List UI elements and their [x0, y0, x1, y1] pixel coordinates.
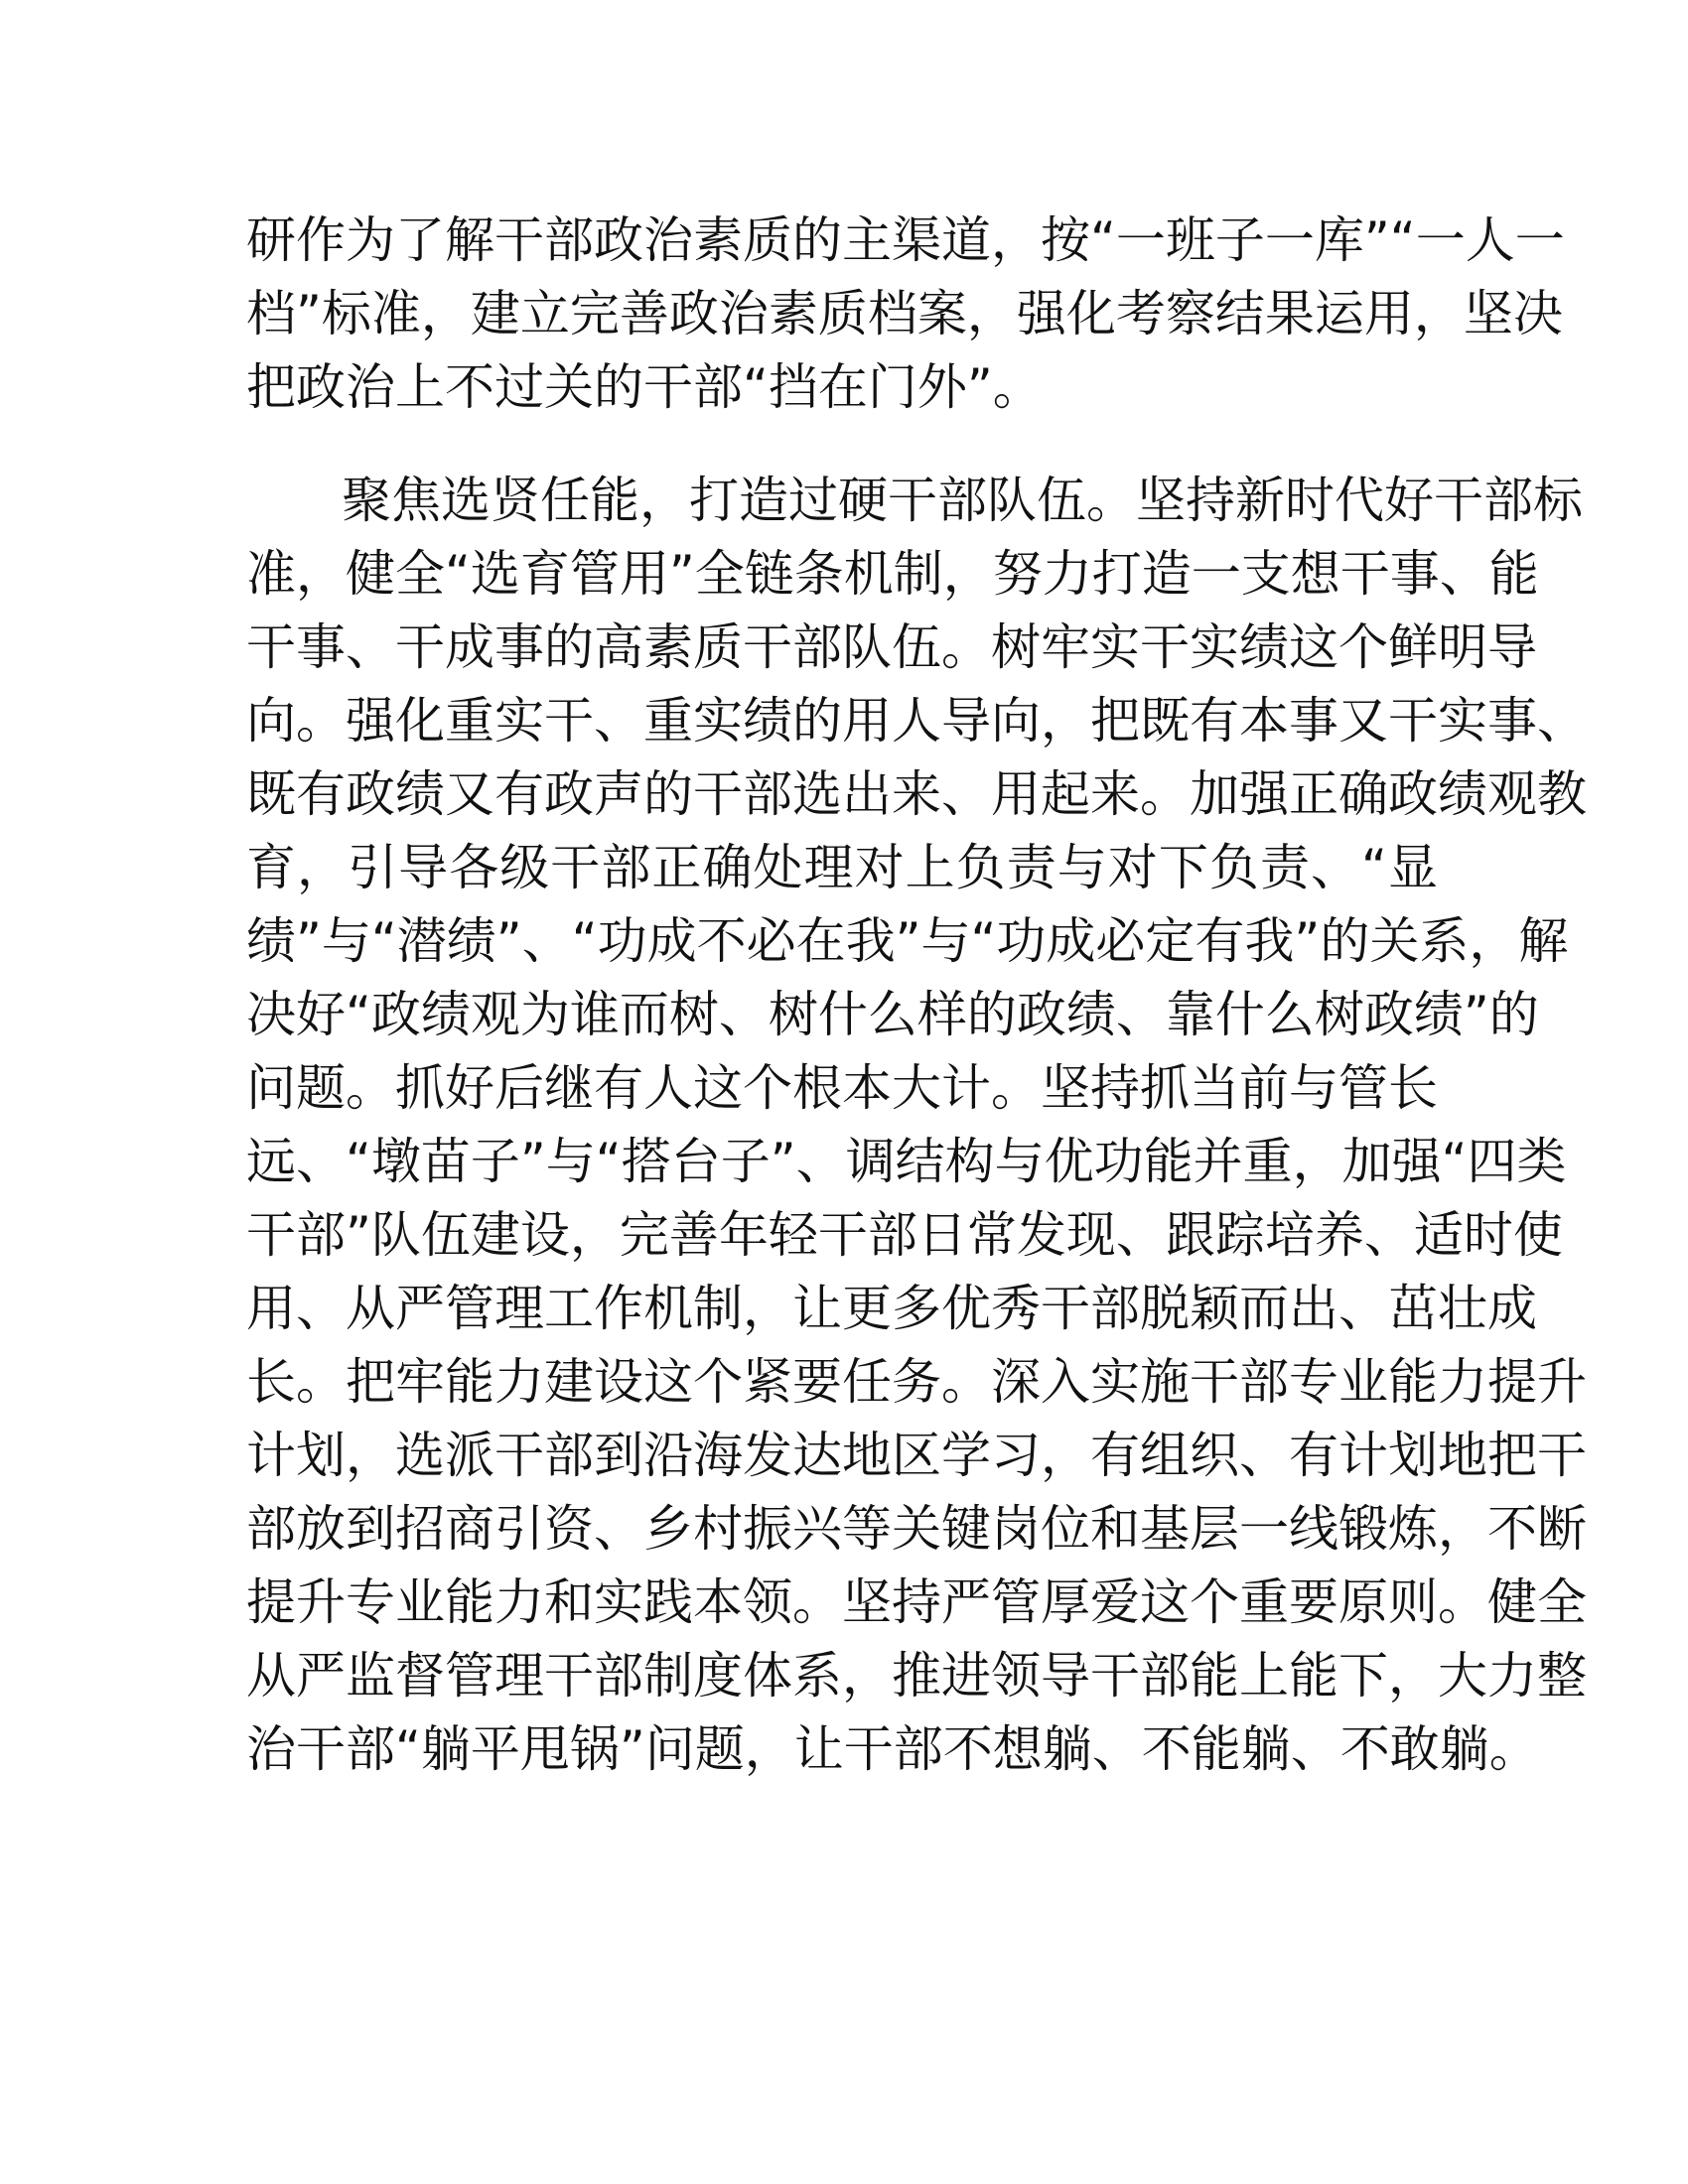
text-line: 准，健全“选育管用”全链条机制，努力打造一支想干事、能	[246, 545, 1539, 603]
text-line: 聚焦选贤任能，打造过硬干部队伍。坚持新时代好干部标	[342, 472, 1583, 529]
text-line: 计划，选派干部到沿海发达地区学习，有组织、有计划地把干	[246, 1427, 1587, 1484]
text-line: 用、从严管理工作机制，让更多优秀干部脱颖而出、茁壮成	[246, 1280, 1537, 1337]
text-line: 长。把牢能力建设这个紧要任务。深入实施干部专业能力提升	[246, 1353, 1587, 1411]
text-line: 向。强化重实干、重实绩的用人导向，把既有本事又干实事、	[246, 692, 1587, 750]
text-line: 提升专业能力和实践本领。坚持严管厚爱这个重要原则。健全	[246, 1573, 1587, 1631]
paragraph-2	[246, 464, 1587, 1786]
text-line: 干事、干成事的高素质干部队伍。树牢实干实绩这个鲜明导	[246, 618, 1537, 676]
text-line: 把政治上不过关的干部“挡在门外”。	[246, 358, 1043, 416]
paragraph-1	[246, 204, 1565, 424]
text-line: 从严监督管理干部制度体系，推进领导干部能上能下，大力整	[246, 1647, 1587, 1705]
text-line: 既有政绩又有政声的干部选出来、用起来。加强正确政绩观教	[246, 765, 1587, 823]
text-line: 治干部“躺平甩锅”问题，让干部不想躺、不能躺、不敢躺。	[246, 1720, 1539, 1778]
text-line: 决好“政绩观为谁而树、树什么样的政绩、靠什么树政绩”的	[246, 986, 1539, 1043]
text-line: 远、“墩苗子”与“搭台子”、调结构与优功能并重，加强“四类	[246, 1133, 1567, 1190]
text-line: 绩”与“潜绩”、“功成不必在我”与“功成必定有我”的关系，解	[246, 912, 1569, 970]
text-line: 研作为了解干部政治素质的主渠道，按“一班子一库”“一人一	[246, 211, 1565, 269]
text-line: 干部”队伍建设，完善年轻干部日常发现、跟踪培养、适时使	[246, 1206, 1563, 1264]
text-line: 育，引导各级干部正确处理对上负责与对下负责、“显	[246, 839, 1438, 896]
text-line: 问题。抓好后继有人这个根本大计。坚持抓当前与管长	[246, 1059, 1438, 1117]
text-line: 部放到招商引资、乡村振兴等关键岗位和基层一线锻炼，不断	[246, 1500, 1587, 1558]
text-line: 档”标准，建立完善政治素质档案，强化考察结果运用，坚决	[246, 285, 1563, 342]
